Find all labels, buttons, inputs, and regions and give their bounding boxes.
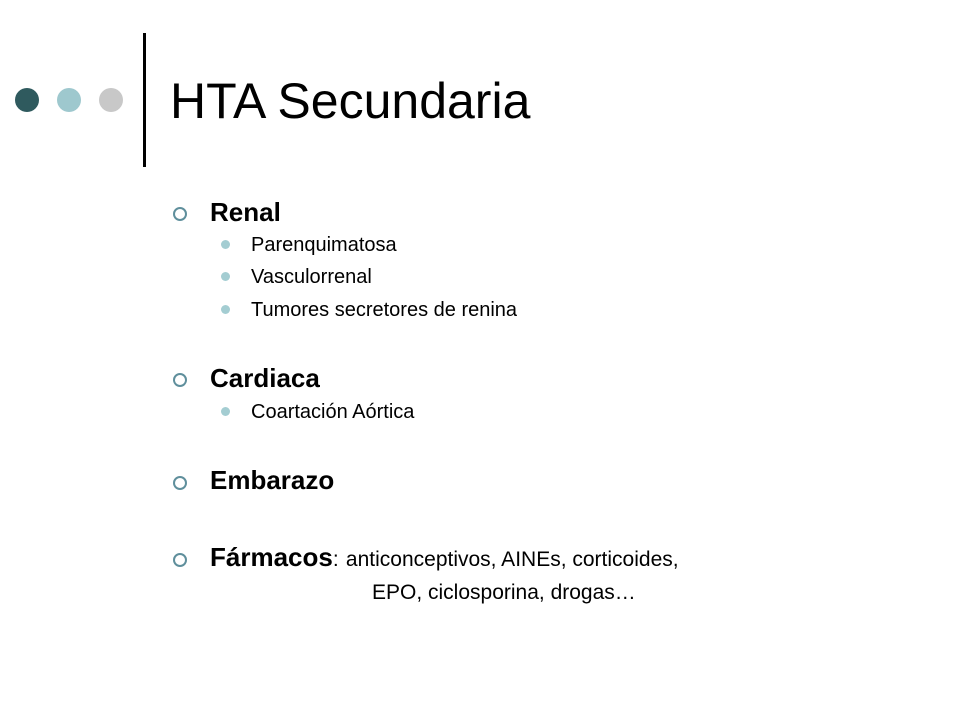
sub-bullet-icon — [221, 240, 230, 249]
section-heading-cardiaca: Cardiaca — [210, 363, 320, 393]
list-item: Tumores secretores de renina — [251, 299, 518, 321]
decorative-dot-dark — [15, 88, 39, 112]
decorative-dot-gray — [99, 88, 123, 112]
list-item: Vasculorrenal — [251, 266, 372, 288]
farmacos-detail-line2: EPO, ciclosporina, drogas… — [372, 581, 636, 604]
ring-bullet-icon — [173, 553, 187, 567]
farmacos-detail-line1: anticonceptivos, AINEs, corticoides, — [345, 548, 679, 571]
section-heading-farmacos — [210, 542, 679, 575]
section-heading-renal: Renal — [210, 197, 281, 227]
section-heading-embarazo: Embarazo — [210, 465, 335, 495]
farmacos-label: Fármacos — [210, 542, 333, 572]
ring-bullet-icon — [173, 207, 187, 221]
slide-title: HTA Secundaria — [170, 73, 531, 129]
list-item: Coartación Aórtica — [251, 401, 415, 423]
sub-bullet-icon — [221, 272, 230, 281]
ring-bullet-icon — [173, 373, 187, 387]
sub-bullet-icon — [221, 407, 230, 416]
decorative-dot-light — [57, 88, 81, 112]
list-item: Parenquimatosa — [251, 234, 397, 256]
sub-bullet-icon — [221, 305, 230, 314]
farmacos-colon: : — [332, 548, 339, 571]
title-divider — [143, 33, 146, 167]
ring-bullet-icon — [173, 476, 187, 490]
